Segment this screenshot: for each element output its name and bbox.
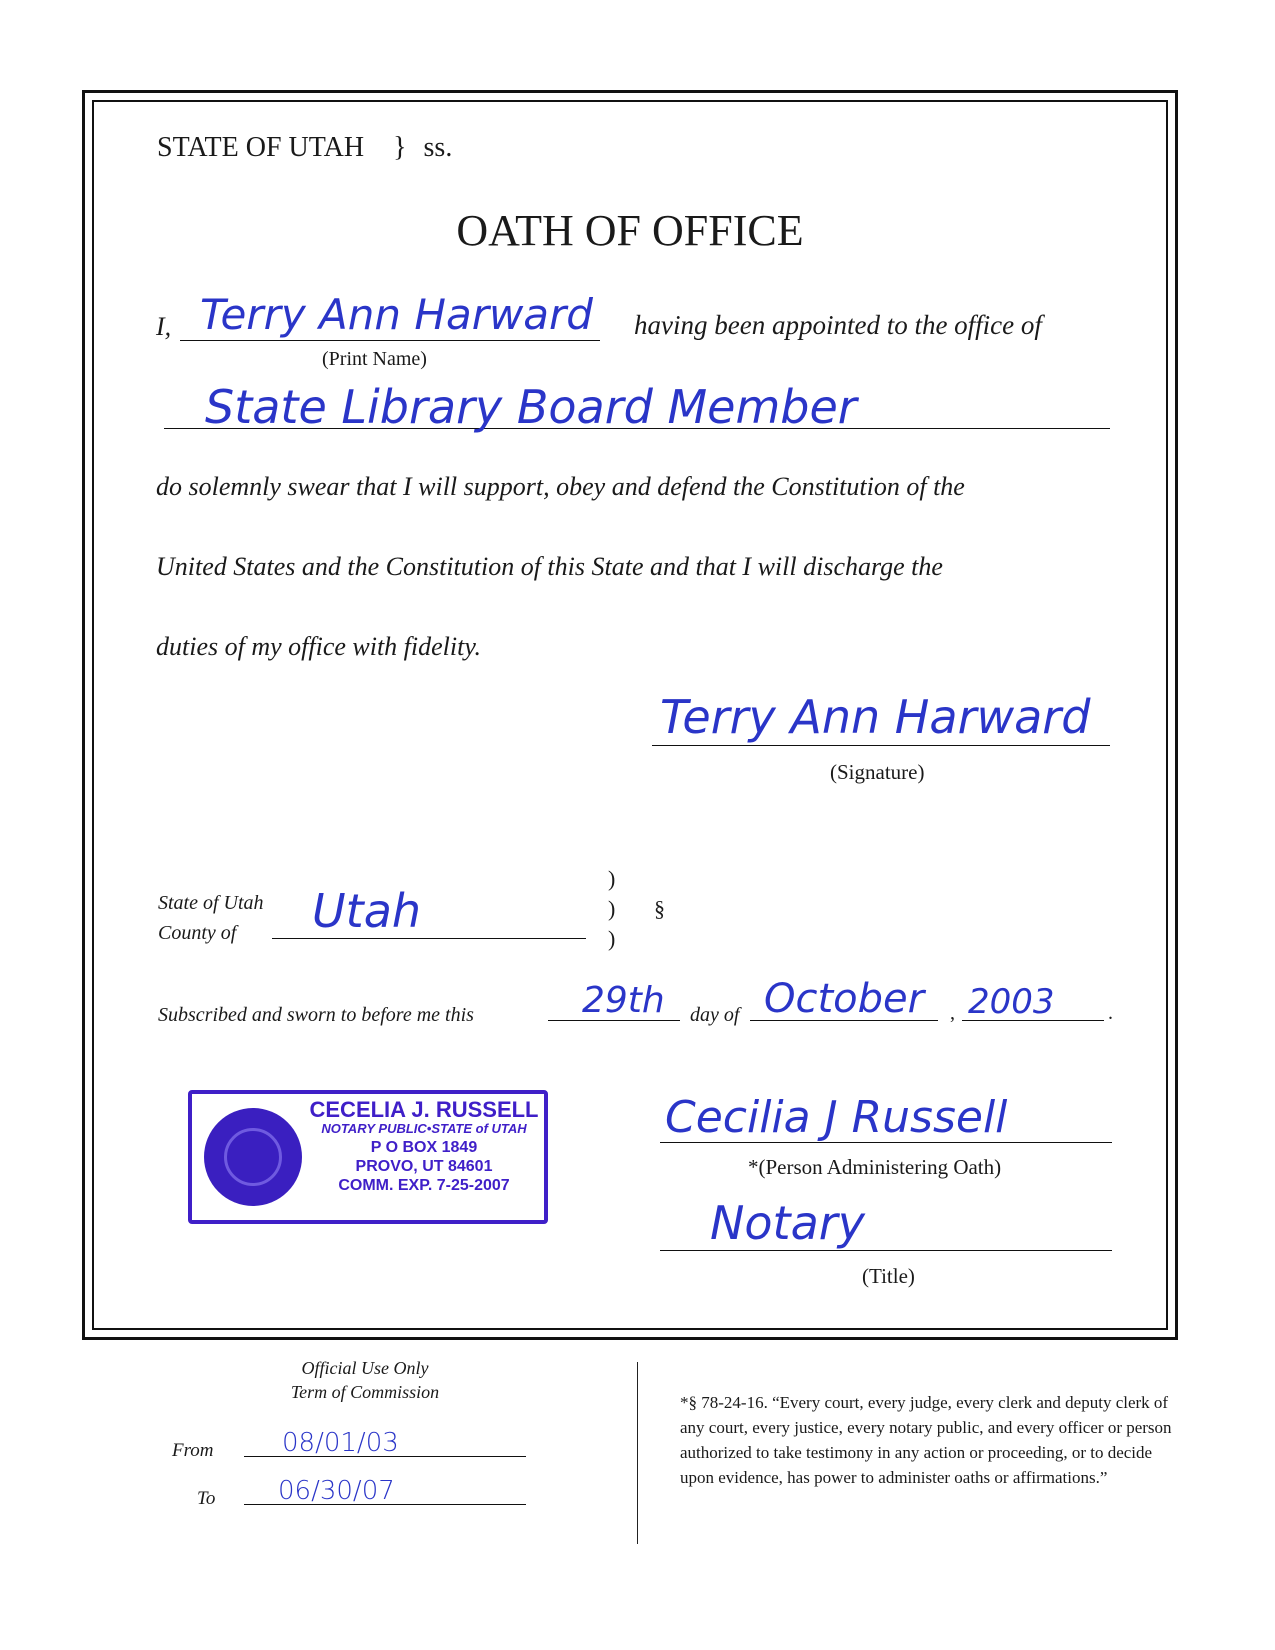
oath-body-line-1: do solemnly swear that I will support, obey and defend the Constitution of the	[156, 472, 965, 501]
title-label: (Title)	[862, 1264, 915, 1288]
comma: ,	[950, 1002, 955, 1024]
page-title: OATH OF OFFICE	[456, 206, 804, 255]
state-heading	[157, 132, 452, 164]
print-name-label: (Print Name)	[322, 348, 427, 370]
title-value: Notary	[710, 1196, 865, 1250]
day-of-label: day of	[690, 1004, 740, 1026]
stamp-line-1: CECELIA J. RUSSELL	[309, 1097, 539, 1122]
state-label: STATE OF UTAH	[157, 132, 365, 163]
stamp-line-5: COMM. EXP. 7-25-2007	[338, 1177, 510, 1194]
venue-paren-1: )	[608, 866, 616, 891]
sworn-prefix: Subscribed and sworn to before me this	[158, 1004, 474, 1026]
venue-paren-3: )	[608, 926, 616, 951]
office-value: State Library Board Member	[205, 380, 857, 434]
to-label: To	[197, 1488, 216, 1509]
day-value: 29th	[582, 980, 665, 1021]
signature-value: Terry Ann Harward	[660, 690, 1091, 744]
official-use-heading: Official Use Only	[301, 1358, 429, 1378]
venue-paren-2: )	[608, 896, 616, 921]
from-value: 08/01/03	[282, 1428, 399, 1458]
county-line	[272, 938, 586, 939]
stamp-line-4: PROVO, UT 84601	[355, 1158, 493, 1175]
stamp-line-2: NOTARY PUBLIC•STATE of UTAH	[321, 1121, 527, 1136]
intro-i: I,	[156, 312, 172, 341]
to-value: 06/30/07	[278, 1476, 395, 1506]
stamp-text	[304, 1097, 544, 1195]
oath-body-line-3: duties of my office with fidelity.	[156, 632, 481, 661]
year-value: 2003	[968, 982, 1055, 1022]
venue-county-label: County of	[158, 922, 237, 944]
signature-line	[652, 745, 1110, 746]
notary-stamp	[188, 1090, 548, 1224]
venue-state-label: State of Utah	[158, 892, 264, 914]
footer-divider	[637, 1362, 638, 1544]
month-value: October	[764, 976, 925, 1022]
appointed-text: having been appointed to the office of	[634, 310, 1042, 340]
signature-label: (Signature)	[830, 760, 925, 784]
term-heading: Term of Commission	[290, 1382, 440, 1402]
print-name-value: Terry Ann Harward	[200, 290, 593, 339]
period: .	[1108, 1002, 1113, 1024]
brace: }	[393, 132, 407, 163]
from-label: From	[172, 1440, 214, 1461]
print-name-line	[180, 340, 600, 341]
stamp-line-3: P O BOX 1849	[370, 1139, 478, 1156]
ss-label: ss.	[423, 132, 453, 163]
administrator-signature: Cecilia J Russell	[665, 1092, 1008, 1143]
notary-seal-icon	[204, 1108, 302, 1206]
statute-footnote: *§ 78-24-16. “Every court, every judge, every clerk and deputy clerk of any court, every justice, every notary public, and every officer or person authorized to take testimony in any action or proceeding, or to decide upon evidence, has power to administer oaths or affirmations.”	[680, 1393, 1172, 1487]
title-line	[660, 1250, 1112, 1251]
county-value: Utah	[312, 884, 422, 938]
administrator-label: *(Person Administering Oath)	[748, 1155, 1002, 1179]
section-symbol: §	[654, 896, 665, 921]
oath-body-line-2: United States and the Constitution of this State and that I will discharge the	[156, 552, 943, 581]
